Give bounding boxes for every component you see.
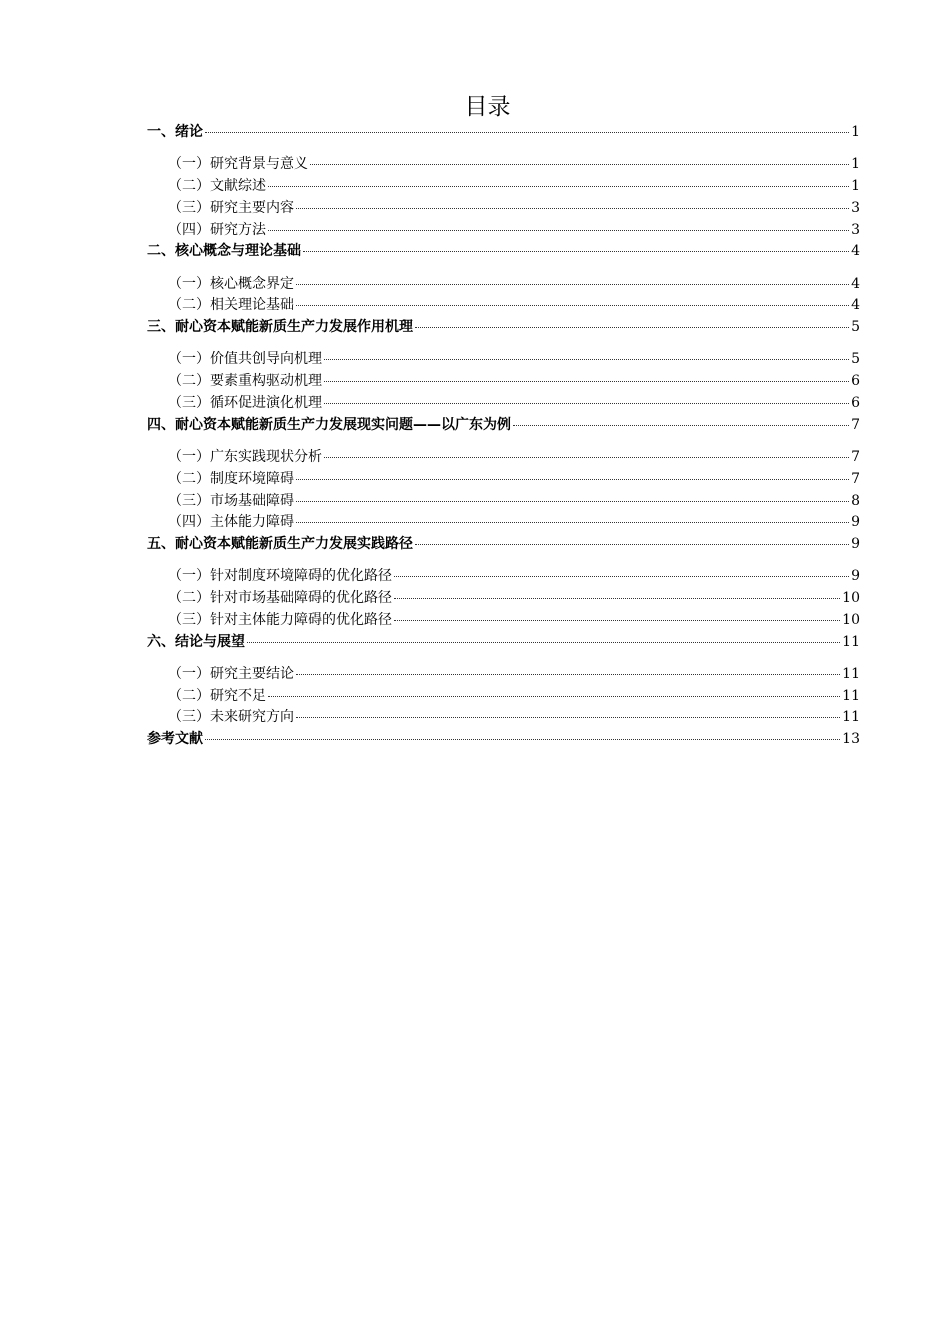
toc-page-number: 3 [851, 199, 860, 216]
toc-chapter-entry[interactable] [147, 632, 860, 654]
toc-chapter-entry[interactable] [147, 241, 860, 263]
toc-page-number: 4 [851, 297, 860, 314]
toc-entry-label: （二）文献综述 [168, 177, 266, 194]
toc-entry-label: 三、耐心资本赋能新质生产力发展作用机理 [147, 319, 413, 336]
toc-page-number: 1 [851, 156, 860, 173]
toc-entry-label: （一）广东实践现状分析 [168, 448, 322, 465]
toc-page-number: 1 [851, 124, 860, 140]
toc-page-number: 4 [851, 243, 860, 260]
toc-dot-leader [324, 403, 849, 404]
toc-page-number: 11 [842, 633, 860, 650]
toc-entry-label: （一）针对制度环境障碍的优化路径 [168, 568, 392, 585]
toc-section-entry[interactable] [147, 295, 860, 317]
toc-entry-label: 六、结论与展望 [147, 633, 245, 650]
toc-page-number: 6 [851, 394, 860, 411]
toc-section-entry[interactable] [147, 491, 860, 513]
toc-section-entry[interactable] [147, 154, 860, 176]
toc-dot-leader [268, 230, 849, 231]
toc-dot-leader [394, 598, 840, 599]
toc-entry-label: 二、核心概念与理论基础 [147, 243, 301, 260]
toc-page-number: 1 [851, 177, 860, 194]
toc-entry-label: （三）研究主要内容 [168, 199, 294, 216]
table-of-contents [147, 122, 860, 751]
toc-chapter-entry[interactable] [147, 317, 860, 339]
toc-entry-label: （三）市场基础障碍 [168, 492, 294, 509]
toc-title: 目录 [464, 94, 511, 120]
toc-dot-leader [247, 642, 840, 643]
toc-dot-leader [296, 305, 849, 306]
toc-dot-leader [205, 132, 849, 133]
toc-entry-label: 四、耐心资本赋能新质生产力发展现实问题——以广东为例 [147, 416, 511, 433]
toc-entry-label: （四）主体能力障碍 [168, 514, 294, 531]
toc-section-entry[interactable] [147, 349, 860, 371]
toc-page-number: 3 [851, 221, 860, 238]
toc-entry-label: （二）研究不足 [168, 687, 266, 704]
toc-page-number: 5 [851, 319, 860, 336]
toc-dot-leader [296, 522, 849, 523]
toc-dot-leader [296, 479, 849, 480]
toc-page-number: 9 [851, 536, 860, 553]
toc-dot-leader [324, 359, 849, 360]
toc-page-number: 6 [851, 373, 860, 390]
toc-section-entry[interactable] [147, 176, 860, 198]
toc-dot-leader [268, 696, 840, 697]
toc-page-number: 9 [851, 568, 860, 585]
toc-section-entry[interactable] [147, 664, 860, 686]
toc-dot-leader [415, 327, 849, 328]
toc-entry-label: （二）针对市场基础障碍的优化路径 [168, 590, 392, 607]
toc-entry-label: （三）针对主体能力障碍的优化路径 [168, 611, 392, 628]
toc-page-number: 13 [842, 731, 860, 748]
toc-page-number: 8 [851, 492, 860, 509]
toc-dot-leader [415, 544, 849, 545]
toc-entry-label: （一）价值共创导向机理 [168, 351, 322, 368]
toc-entry-label: （一）研究主要结论 [168, 665, 294, 682]
toc-section-entry[interactable] [147, 512, 860, 534]
toc-section-entry[interactable] [147, 566, 860, 588]
toc-page-number: 11 [842, 665, 860, 682]
toc-page-number: 7 [851, 416, 860, 433]
toc-dot-leader [296, 208, 849, 209]
toc-section-entry[interactable] [147, 707, 860, 729]
toc-section-entry[interactable] [147, 610, 860, 632]
toc-section-entry[interactable] [147, 274, 860, 296]
toc-page-number: 7 [851, 448, 860, 465]
toc-entry-label: 参考文献 [147, 731, 203, 748]
toc-dot-leader [394, 620, 840, 621]
toc-dot-leader [296, 284, 849, 285]
toc-page-number: 10 [842, 611, 860, 628]
toc-section-entry[interactable] [147, 393, 860, 415]
toc-section-entry[interactable] [147, 371, 860, 393]
toc-chapter-entry[interactable] [147, 534, 860, 556]
toc-entry-label: （三）循环促进演化机理 [168, 394, 322, 411]
toc-page-number: 7 [851, 470, 860, 487]
toc-section-entry[interactable] [147, 220, 860, 242]
toc-entry-label: 五、耐心资本赋能新质生产力发展实践路径 [147, 536, 413, 553]
toc-section-entry[interactable] [147, 469, 860, 491]
toc-chapter-entry[interactable] [147, 729, 860, 751]
toc-entry-label: （一）核心概念界定 [168, 275, 294, 292]
toc-entry-label: （二）相关理论基础 [168, 297, 294, 314]
toc-page-number: 11 [842, 709, 860, 726]
toc-dot-leader [296, 501, 849, 502]
toc-section-entry[interactable] [147, 686, 860, 708]
toc-page-number: 5 [851, 351, 860, 368]
toc-dot-leader [394, 576, 849, 577]
toc-page-number: 11 [842, 687, 860, 704]
toc-entry-label: （一）研究背景与意义 [168, 156, 308, 173]
toc-entry-label: （四）研究方法 [168, 221, 266, 238]
toc-chapter-entry[interactable] [147, 415, 860, 437]
toc-dot-leader [310, 164, 849, 165]
toc-chapter-entry[interactable] [147, 122, 860, 144]
toc-dot-leader [296, 674, 840, 675]
toc-section-entry[interactable] [147, 198, 860, 220]
toc-entry-label: （二）要素重构驱动机理 [168, 373, 322, 390]
toc-entry-label: （二）制度环境障碍 [168, 470, 294, 487]
toc-dot-leader [205, 739, 840, 740]
toc-page-number: 4 [851, 275, 860, 292]
toc-section-entry[interactable] [147, 447, 860, 469]
toc-dot-leader [296, 717, 840, 718]
toc-dot-leader [303, 251, 849, 252]
toc-dot-leader [324, 457, 849, 458]
toc-entry-label: 一、绪论 [147, 124, 203, 140]
toc-section-entry[interactable] [147, 588, 860, 610]
toc-dot-leader [513, 425, 849, 426]
toc-dot-leader [268, 186, 849, 187]
toc-page-number: 9 [851, 514, 860, 531]
toc-entry-label: （三）未来研究方向 [168, 709, 294, 726]
toc-page-number: 10 [842, 590, 860, 607]
toc-dot-leader [324, 381, 849, 382]
